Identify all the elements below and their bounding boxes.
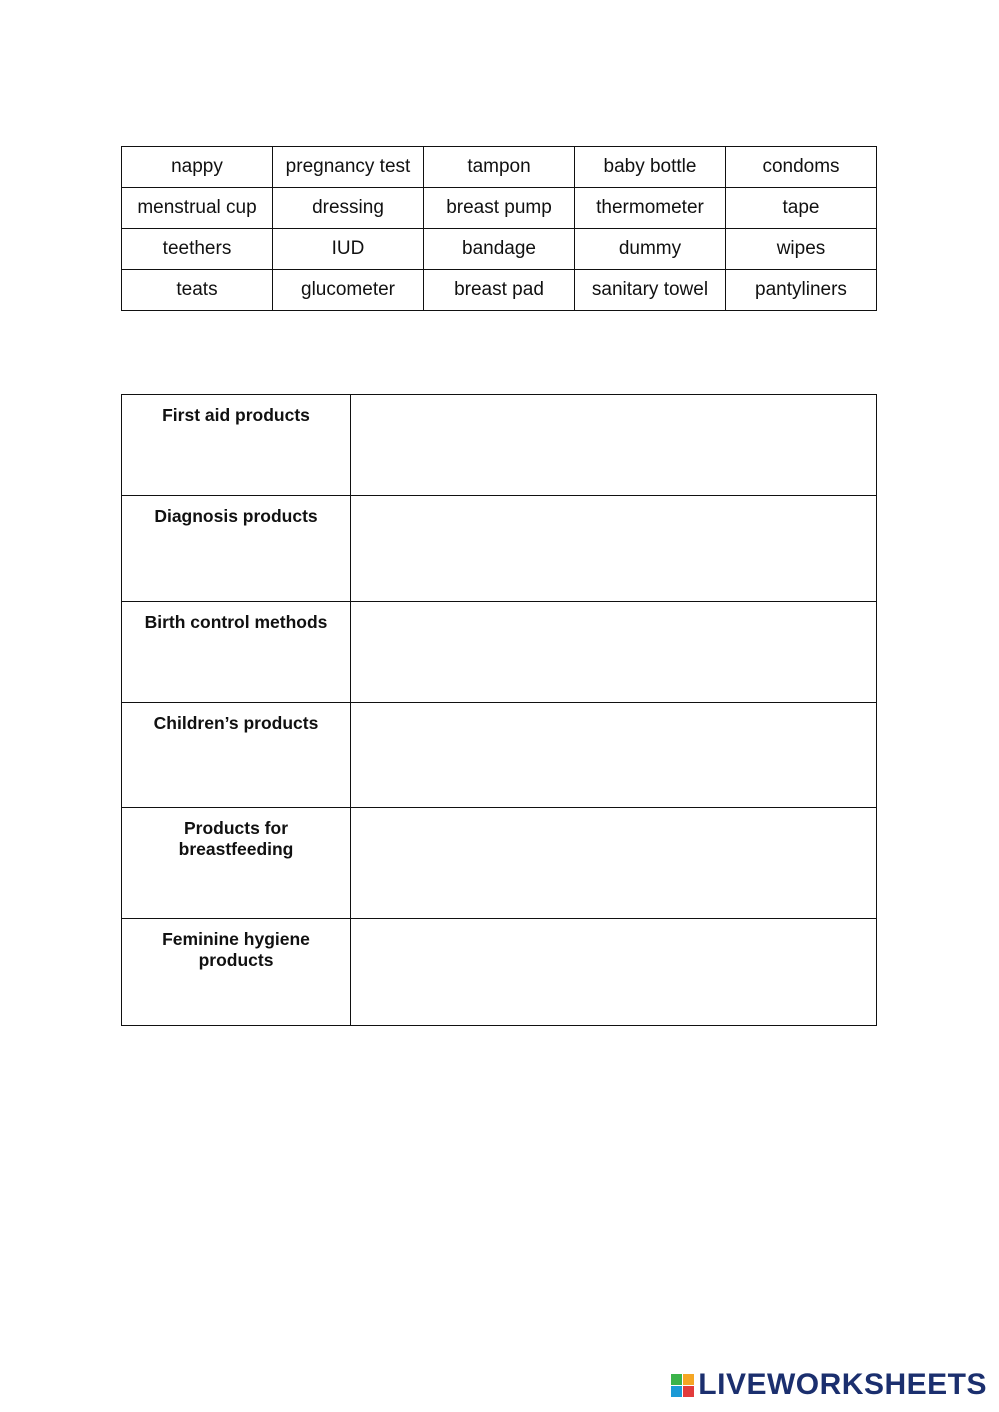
word-cell: IUD [273, 229, 424, 270]
word-cell: nappy [122, 147, 273, 188]
category-table [121, 394, 877, 1026]
answer-drop-zone[interactable] [351, 919, 877, 1026]
category-label: Feminine hygiene products [122, 919, 351, 1026]
word-cell: bandage [424, 229, 575, 270]
word-bank-row [122, 147, 877, 188]
word-cell: condoms [726, 147, 877, 188]
logo-square [683, 1386, 694, 1397]
category-row [122, 602, 877, 703]
logo-text: LIVEWORKSHEETS [698, 1368, 987, 1401]
word-bank-row [122, 270, 877, 311]
word-cell: menstrual cup [122, 188, 273, 229]
word-cell: tape [726, 188, 877, 229]
category-row [122, 496, 877, 602]
category-label: Diagnosis products [122, 496, 351, 602]
category-row [122, 919, 877, 1026]
answer-drop-zone[interactable] [351, 808, 877, 919]
word-cell: breast pad [424, 270, 575, 311]
liveworksheets-logo [671, 1368, 987, 1402]
word-cell: teats [122, 270, 273, 311]
logo-square [671, 1374, 682, 1385]
logo-square [671, 1386, 682, 1397]
category-row [122, 808, 877, 919]
word-cell: pantyliners [726, 270, 877, 311]
word-cell: baby bottle [575, 147, 726, 188]
logo-mark-icon [671, 1374, 694, 1397]
category-label: Birth control methods [122, 602, 351, 703]
word-bank-row [122, 188, 877, 229]
category-label: Children’s products [122, 703, 351, 808]
category-row [122, 395, 877, 496]
word-bank-table [121, 146, 877, 311]
answer-drop-zone[interactable] [351, 703, 877, 808]
word-cell: thermometer [575, 188, 726, 229]
logo-square [683, 1374, 694, 1385]
word-cell: pregnancy test [273, 147, 424, 188]
answer-drop-zone[interactable] [351, 602, 877, 703]
word-cell: breast pump [424, 188, 575, 229]
category-label: First aid products [122, 395, 351, 496]
answer-drop-zone[interactable] [351, 395, 877, 496]
word-cell: wipes [726, 229, 877, 270]
category-label: Products for breastfeeding [122, 808, 351, 919]
word-cell: sanitary towel [575, 270, 726, 311]
word-cell: glucometer [273, 270, 424, 311]
word-cell: tampon [424, 147, 575, 188]
word-bank-row [122, 229, 877, 270]
word-cell: dummy [575, 229, 726, 270]
answer-drop-zone[interactable] [351, 496, 877, 602]
word-cell: teethers [122, 229, 273, 270]
category-row [122, 703, 877, 808]
word-cell: dressing [273, 188, 424, 229]
